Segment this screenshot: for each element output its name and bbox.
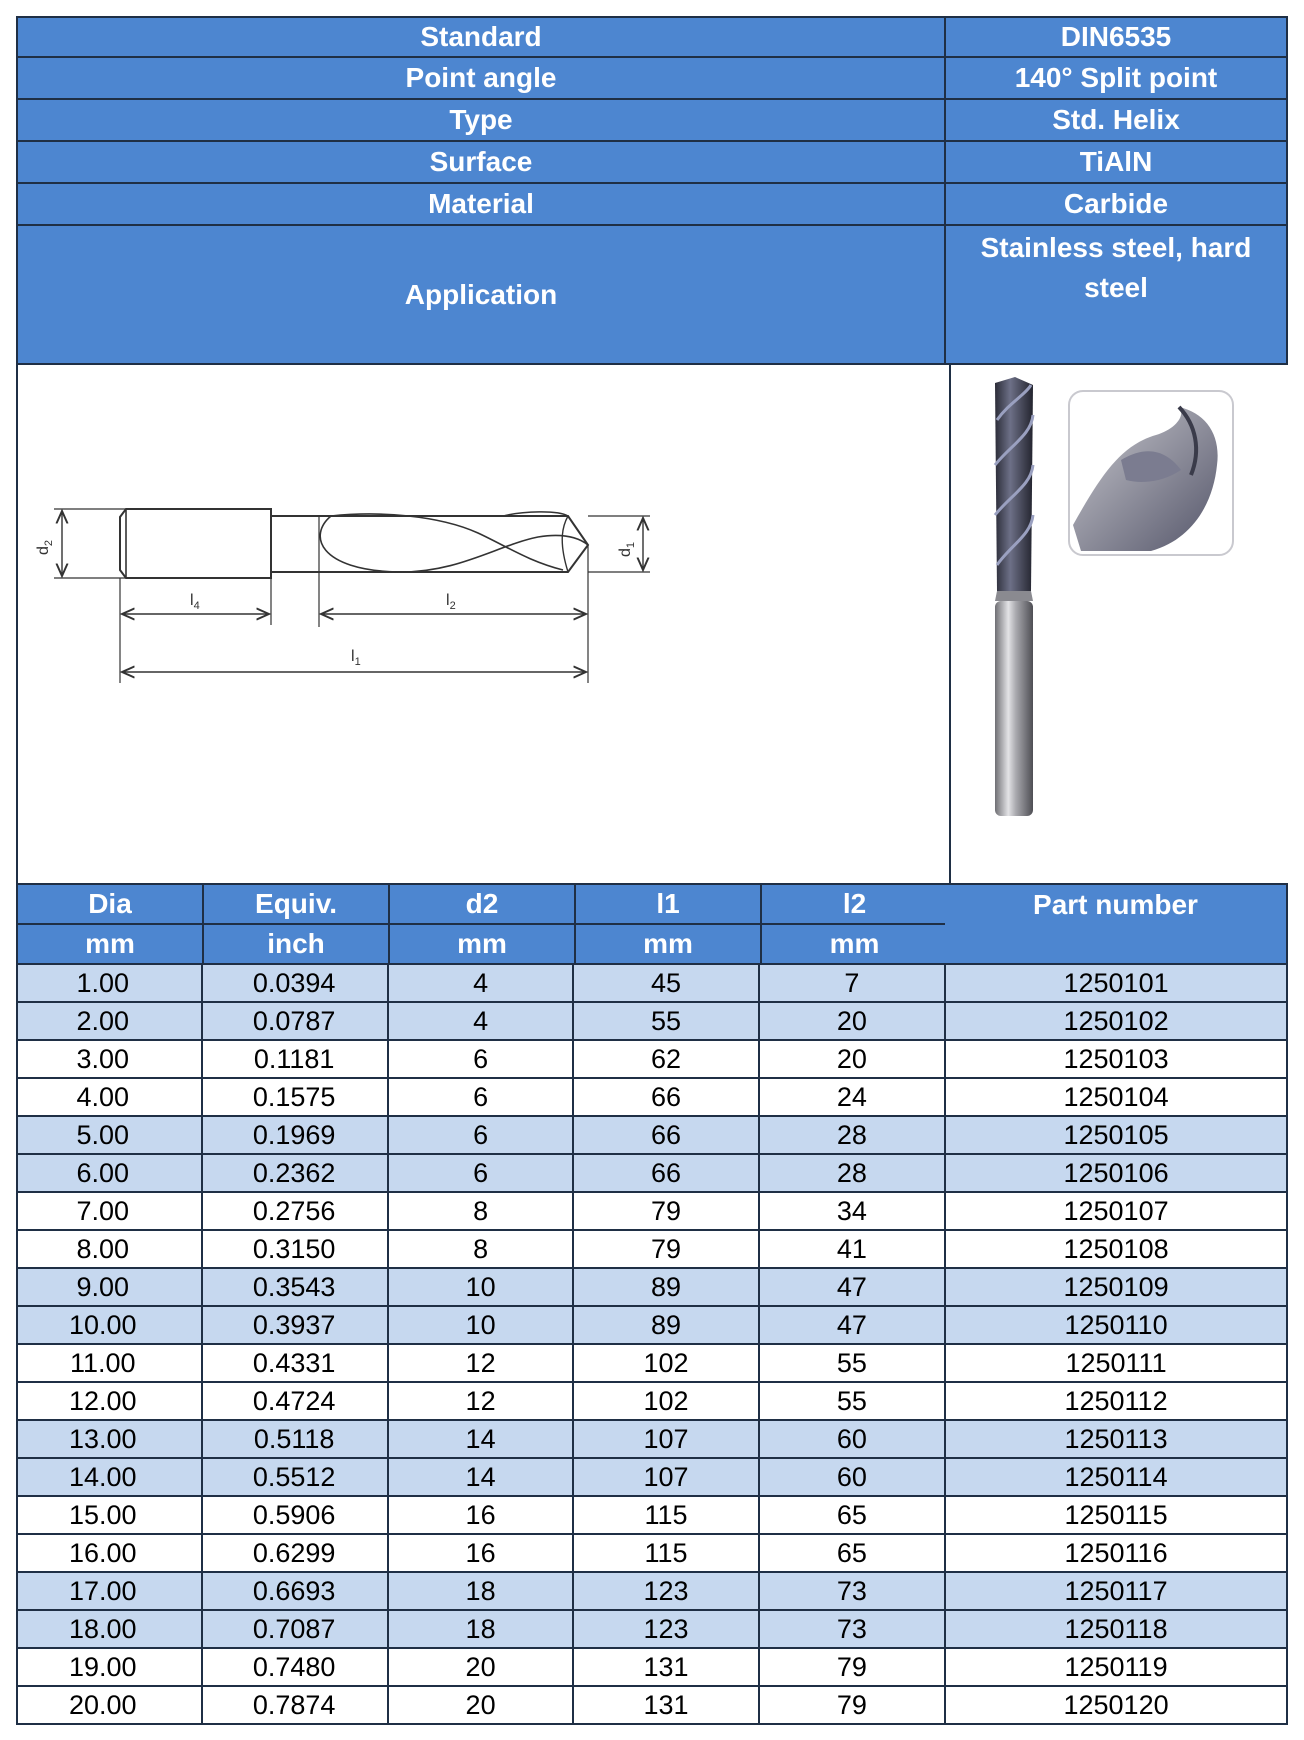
spec-value: 140° Split point (946, 58, 1286, 100)
cell-dia: 14.00 (18, 1459, 203, 1497)
table-row (18, 1079, 1286, 1117)
table-row (18, 1649, 1286, 1687)
cell-inch: 0.7480 (203, 1649, 388, 1687)
cell-inch: 0.7874 (203, 1687, 388, 1725)
cell-l2: 34 (760, 1193, 946, 1231)
col-unit-l2: mm (762, 925, 949, 965)
spec-value: DIN6535 (946, 16, 1286, 58)
table-row (18, 1193, 1286, 1231)
cell-l1: 66 (574, 1155, 759, 1193)
drill-photo-svg (951, 365, 1292, 883)
table-body (18, 965, 1286, 1725)
spec-row-type (18, 100, 1286, 142)
col-header-dia: Dia (18, 885, 204, 925)
cell-inch: 0.2756 (203, 1193, 388, 1231)
table-row (18, 965, 1286, 1003)
table-row (18, 1687, 1286, 1725)
col-header-equiv: Equiv. (204, 885, 390, 925)
cell-l2: 28 (760, 1117, 946, 1155)
cell-inch: 0.7087 (203, 1611, 388, 1649)
cell-part-number: 1250116 (946, 1535, 1286, 1573)
spec-row-surface (18, 142, 1286, 184)
table-row (18, 1307, 1286, 1345)
cell-d2: 6 (389, 1041, 574, 1079)
cell-l2: 47 (760, 1269, 946, 1307)
cell-l1: 123 (574, 1573, 759, 1611)
cell-dia: 3.00 (18, 1041, 203, 1079)
cell-dia: 16.00 (18, 1535, 203, 1573)
cell-part-number: 1250117 (946, 1573, 1286, 1611)
cell-part-number: 1250120 (946, 1687, 1286, 1725)
cell-l2: 65 (760, 1497, 946, 1535)
table-row (18, 1535, 1286, 1573)
cell-part-number: 1250109 (946, 1269, 1286, 1307)
cell-inch: 0.3937 (203, 1307, 388, 1345)
cell-d2: 18 (389, 1611, 574, 1649)
cell-dia: 11.00 (18, 1345, 203, 1383)
col-unit-d2: mm (390, 925, 576, 965)
cell-d2: 14 (389, 1421, 574, 1459)
col-unit-equiv: inch (204, 925, 390, 965)
cell-dia: 9.00 (18, 1269, 203, 1307)
cell-part-number: 1250112 (946, 1383, 1286, 1421)
cell-l1: 66 (574, 1079, 759, 1117)
cell-l2: 60 (760, 1421, 946, 1459)
cell-inch: 0.6693 (203, 1573, 388, 1611)
cell-inch: 0.1969 (203, 1117, 388, 1155)
cell-dia: 2.00 (18, 1003, 203, 1041)
cell-part-number: 1250101 (946, 965, 1286, 1003)
cell-l2: 7 (760, 965, 946, 1003)
cell-inch: 0.1575 (203, 1079, 388, 1117)
cell-l1: 115 (574, 1497, 759, 1535)
table-row (18, 1573, 1286, 1611)
cell-dia: 10.00 (18, 1307, 203, 1345)
spec-value: Carbide (946, 184, 1286, 226)
cell-l2: 20 (760, 1003, 946, 1041)
dim-label-d2: $d_2$ (35, 539, 55, 555)
col-header-part-number: Part number (945, 885, 1286, 965)
cell-l2: 79 (760, 1687, 946, 1725)
table-row (18, 1421, 1286, 1459)
cell-d2: 6 (389, 1079, 574, 1117)
cell-l1: 66 (574, 1117, 759, 1155)
spec-value: Std. Helix (946, 100, 1286, 142)
cell-l1: 55 (574, 1003, 759, 1041)
spec-value: Stainless steel, hard steel (946, 226, 1286, 365)
cell-l2: 73 (760, 1573, 946, 1611)
cell-inch: 0.4331 (203, 1345, 388, 1383)
cell-l2: 60 (760, 1459, 946, 1497)
cell-part-number: 1250104 (946, 1079, 1286, 1117)
table-row (18, 1041, 1286, 1079)
cell-l1: 131 (574, 1687, 759, 1725)
cell-l2: 41 (760, 1231, 946, 1269)
cell-part-number: 1250107 (946, 1193, 1286, 1231)
cell-part-number: 1250111 (946, 1345, 1286, 1383)
cell-inch: 0.1181 (203, 1041, 388, 1079)
cell-dia: 5.00 (18, 1117, 203, 1155)
col-header-d2: d2 (390, 885, 576, 925)
col-header-l1: l1 (576, 885, 762, 925)
cell-dia: 17.00 (18, 1573, 203, 1611)
cell-d2: 12 (389, 1383, 574, 1421)
product-sheet (16, 16, 1288, 1725)
cell-inch: 0.4724 (203, 1383, 388, 1421)
cell-l1: 123 (574, 1611, 759, 1649)
dim-label-l1: $l_1$ (351, 648, 361, 668)
cell-d2: 20 (389, 1687, 574, 1725)
spec-row-standard (18, 16, 1286, 58)
spec-label: Material (18, 184, 946, 226)
table-row (18, 1269, 1286, 1307)
drill-photo (951, 365, 1292, 883)
cell-inch: 0.5906 (203, 1497, 388, 1535)
cell-inch: 0.3150 (203, 1231, 388, 1269)
cell-part-number: 1250106 (946, 1155, 1286, 1193)
cell-dia: 4.00 (18, 1079, 203, 1117)
cell-inch: 0.3543 (203, 1269, 388, 1307)
cell-inch: 0.5512 (203, 1459, 388, 1497)
cell-part-number: 1250108 (946, 1231, 1286, 1269)
cell-dia: 6.00 (18, 1155, 203, 1193)
cell-dia: 12.00 (18, 1383, 203, 1421)
spec-value: TiAlN (946, 142, 1286, 184)
dim-label-d1: $d_1$ (617, 541, 637, 557)
cell-d2: 20 (389, 1649, 574, 1687)
cell-dia: 7.00 (18, 1193, 203, 1231)
cell-inch: 0.2362 (203, 1155, 388, 1193)
cell-inch: 0.6299 (203, 1535, 388, 1573)
table-row (18, 1611, 1286, 1649)
cell-part-number: 1250114 (946, 1459, 1286, 1497)
cell-l2: 47 (760, 1307, 946, 1345)
cell-l2: 24 (760, 1079, 946, 1117)
cell-l1: 62 (574, 1041, 759, 1079)
cell-dia: 15.00 (18, 1497, 203, 1535)
cell-l1: 89 (574, 1269, 759, 1307)
cell-d2: 4 (389, 965, 574, 1003)
cell-dia: 19.00 (18, 1649, 203, 1687)
cell-l1: 45 (574, 965, 759, 1003)
table-header (18, 885, 1286, 965)
cell-l1: 102 (574, 1345, 759, 1383)
cell-part-number: 1250103 (946, 1041, 1286, 1079)
spec-row-point-angle (18, 58, 1286, 100)
cell-l2: 55 (760, 1345, 946, 1383)
cell-d2: 14 (389, 1459, 574, 1497)
cell-d2: 16 (389, 1535, 574, 1573)
cell-l1: 115 (574, 1535, 759, 1573)
cell-part-number: 1250115 (946, 1497, 1286, 1535)
cell-dia: 13.00 (18, 1421, 203, 1459)
col-unit-dia: mm (18, 925, 204, 965)
cell-l1: 102 (574, 1383, 759, 1421)
cell-part-number: 1250118 (946, 1611, 1286, 1649)
table-row (18, 1231, 1286, 1269)
cell-d2: 6 (389, 1117, 574, 1155)
cell-d2: 4 (389, 1003, 574, 1041)
cell-inch: 0.0394 (203, 965, 388, 1003)
spec-label: Standard (18, 16, 946, 58)
cell-l1: 79 (574, 1231, 759, 1269)
drill-dimension-diagram (18, 365, 951, 883)
table-row (18, 1003, 1286, 1041)
cell-l1: 107 (574, 1421, 759, 1459)
cell-inch: 0.5118 (203, 1421, 388, 1459)
table-row (18, 1117, 1286, 1155)
cell-part-number: 1250102 (946, 1003, 1286, 1041)
cell-d2: 8 (389, 1231, 574, 1269)
table-row (18, 1497, 1286, 1535)
cell-d2: 10 (389, 1307, 574, 1345)
cell-d2: 18 (389, 1573, 574, 1611)
cell-l2: 65 (760, 1535, 946, 1573)
drill-drawing-svg (18, 365, 949, 883)
cell-dia: 8.00 (18, 1231, 203, 1269)
dim-label-l2: $l_2$ (446, 592, 456, 612)
spec-label: Point angle (18, 58, 946, 100)
cell-l1: 107 (574, 1459, 759, 1497)
cell-l1: 79 (574, 1193, 759, 1231)
cell-l2: 79 (760, 1649, 946, 1687)
cell-d2: 8 (389, 1193, 574, 1231)
cell-part-number: 1250119 (946, 1649, 1286, 1687)
spec-label: Surface (18, 142, 946, 184)
drill-shank (120, 509, 271, 578)
diagram-row (18, 365, 1286, 885)
cell-dia: 20.00 (18, 1687, 203, 1725)
table-row (18, 1459, 1286, 1497)
col-unit-l1: mm (576, 925, 762, 965)
spec-row-material (18, 184, 1286, 226)
cell-dia: 1.00 (18, 965, 203, 1003)
cell-l2: 73 (760, 1611, 946, 1649)
cell-d2: 12 (389, 1345, 574, 1383)
cell-l1: 89 (574, 1307, 759, 1345)
cell-l2: 55 (760, 1383, 946, 1421)
cell-d2: 16 (389, 1497, 574, 1535)
dim-label-l4: $l_4$ (190, 592, 200, 612)
cell-inch: 0.0787 (203, 1003, 388, 1041)
cell-d2: 6 (389, 1155, 574, 1193)
cell-dia: 18.00 (18, 1611, 203, 1649)
cell-part-number: 1250113 (946, 1421, 1286, 1459)
cell-l2: 28 (760, 1155, 946, 1193)
cell-part-number: 1250105 (946, 1117, 1286, 1155)
table-row (18, 1383, 1286, 1421)
cell-l2: 20 (760, 1041, 946, 1079)
spec-row-application (18, 226, 1286, 365)
cell-l1: 131 (574, 1649, 759, 1687)
table-row (18, 1345, 1286, 1383)
photo-shank (995, 601, 1033, 816)
table-row (18, 1155, 1286, 1193)
sheet-frame (16, 16, 1288, 1725)
col-header-l2: l2 (762, 885, 949, 925)
spec-label: Type (18, 100, 946, 142)
cell-part-number: 1250110 (946, 1307, 1286, 1345)
cell-d2: 10 (389, 1269, 574, 1307)
spec-label: Application (18, 226, 946, 365)
